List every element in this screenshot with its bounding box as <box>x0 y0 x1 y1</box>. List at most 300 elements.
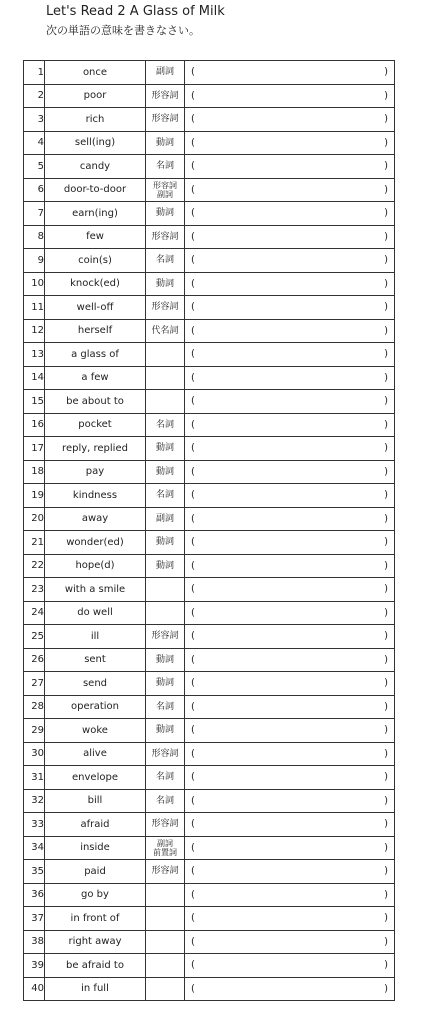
row-number: 12 <box>24 319 45 343</box>
table-row <box>24 531 395 555</box>
open-paren: ( <box>191 748 195 760</box>
answer-field[interactable] <box>185 883 395 907</box>
part-of-speech-label: 名詞 <box>155 701 174 712</box>
table-row <box>24 578 395 602</box>
part-of-speech <box>146 507 185 531</box>
close-paren: ) <box>384 231 388 243</box>
open-paren: ( <box>191 348 195 360</box>
part-of-speech-label: 動詞 <box>155 137 174 148</box>
english-word: once <box>45 61 146 85</box>
open-paren: ( <box>191 583 195 595</box>
english-word: be afraid to <box>45 954 146 978</box>
close-paren: ) <box>384 724 388 736</box>
english-word: with a smile <box>45 578 146 602</box>
answer-field[interactable] <box>185 84 395 108</box>
table-row <box>24 883 395 907</box>
close-paren: ) <box>384 348 388 360</box>
part-of-speech-label: 前置詞 <box>153 847 177 857</box>
english-word: right away <box>45 930 146 954</box>
part-of-speech <box>146 954 185 978</box>
part-of-speech <box>146 554 185 578</box>
open-paren: ( <box>191 442 195 454</box>
part-of-speech-label: 動詞 <box>155 678 174 689</box>
part-of-speech <box>146 860 185 884</box>
part-of-speech <box>146 202 185 226</box>
row-number: 4 <box>24 131 45 155</box>
row-number: 37 <box>24 907 45 931</box>
english-word: earn(ing) <box>45 202 146 226</box>
english-word: operation <box>45 695 146 719</box>
english-word: in front of <box>45 907 146 931</box>
table-row <box>24 390 395 414</box>
answer-field[interactable] <box>185 272 395 296</box>
part-of-speech-label: 動詞 <box>155 278 174 289</box>
english-word: send <box>45 672 146 696</box>
answer-field[interactable] <box>185 695 395 719</box>
open-paren: ( <box>191 254 195 266</box>
answer-field[interactable] <box>185 225 395 249</box>
part-of-speech <box>146 460 185 484</box>
answer-field[interactable] <box>185 155 395 179</box>
table-row <box>24 789 395 813</box>
answer-field[interactable] <box>185 625 395 649</box>
part-of-speech <box>146 789 185 813</box>
answer-field[interactable] <box>185 977 395 1001</box>
part-of-speech-label: 代名詞 <box>151 325 179 336</box>
row-number: 32 <box>24 789 45 813</box>
table-row <box>24 343 395 367</box>
table-row <box>24 460 395 484</box>
row-number: 30 <box>24 742 45 766</box>
table-row <box>24 766 395 790</box>
close-paren: ) <box>384 959 388 971</box>
row-number: 15 <box>24 390 45 414</box>
open-paren: ( <box>191 842 195 854</box>
table-row <box>24 507 395 531</box>
english-word: paid <box>45 860 146 884</box>
part-of-speech-label: 名詞 <box>155 255 174 266</box>
table-row <box>24 413 395 437</box>
open-paren: ( <box>191 184 195 196</box>
answer-field[interactable] <box>185 390 395 414</box>
english-word: door-to-door <box>45 178 146 202</box>
row-number: 36 <box>24 883 45 907</box>
english-word: wonder(ed) <box>45 531 146 555</box>
open-paren: ( <box>191 795 195 807</box>
part-of-speech-label: 形容詞 <box>151 302 179 313</box>
english-word: ill <box>45 625 146 649</box>
english-word: sent <box>45 648 146 672</box>
part-of-speech <box>146 883 185 907</box>
open-paren: ( <box>191 630 195 642</box>
open-paren: ( <box>191 466 195 478</box>
row-number: 18 <box>24 460 45 484</box>
part-of-speech-label: 動詞 <box>155 208 174 219</box>
answer-field[interactable] <box>185 108 395 132</box>
answer-field[interactable] <box>185 836 395 860</box>
part-of-speech-label: 副詞 <box>155 67 174 78</box>
part-of-speech-label: 動詞 <box>155 725 174 736</box>
part-of-speech-label: 副詞 <box>157 838 173 848</box>
close-paren: ) <box>384 90 388 102</box>
answer-field[interactable] <box>185 954 395 978</box>
english-word: pay <box>45 460 146 484</box>
row-number: 20 <box>24 507 45 531</box>
table-row <box>24 319 395 343</box>
english-word: in full <box>45 977 146 1001</box>
part-of-speech <box>146 813 185 837</box>
row-number: 40 <box>24 977 45 1001</box>
close-paren: ) <box>384 160 388 172</box>
table-row <box>24 108 395 132</box>
table-row <box>24 249 395 273</box>
table-row <box>24 296 395 320</box>
english-word: sell(ing) <box>45 131 146 155</box>
part-of-speech <box>146 225 185 249</box>
english-word: pocket <box>45 413 146 437</box>
open-paren: ( <box>191 959 195 971</box>
row-number: 25 <box>24 625 45 649</box>
table-row <box>24 695 395 719</box>
answer-field[interactable] <box>185 249 395 273</box>
answer-field[interactable] <box>185 202 395 226</box>
answer-field[interactable] <box>185 860 395 884</box>
answer-field[interactable] <box>185 531 395 555</box>
open-paren: ( <box>191 607 195 619</box>
close-paren: ) <box>384 113 388 125</box>
answer-field[interactable] <box>185 437 395 461</box>
part-of-speech <box>146 343 185 367</box>
open-paren: ( <box>191 560 195 572</box>
row-number: 28 <box>24 695 45 719</box>
part-of-speech <box>146 484 185 508</box>
answer-field[interactable] <box>185 178 395 202</box>
part-of-speech <box>146 272 185 296</box>
part-of-speech <box>146 319 185 343</box>
part-of-speech-label: 名詞 <box>155 490 174 501</box>
row-number: 34 <box>24 836 45 860</box>
open-paren: ( <box>191 889 195 901</box>
part-of-speech <box>146 742 185 766</box>
english-word: hope(d) <box>45 554 146 578</box>
open-paren: ( <box>191 983 195 995</box>
part-of-speech-label: 動詞 <box>155 654 174 665</box>
close-paren: ) <box>384 419 388 431</box>
close-paren: ) <box>384 865 388 877</box>
close-paren: ) <box>384 630 388 642</box>
answer-field[interactable] <box>185 601 395 625</box>
answer-field[interactable] <box>185 61 395 85</box>
answer-field[interactable] <box>185 296 395 320</box>
part-of-speech <box>146 907 185 931</box>
row-number: 6 <box>24 178 45 202</box>
part-of-speech-label: 副詞 <box>157 189 173 199</box>
part-of-speech <box>146 131 185 155</box>
table-row <box>24 813 395 837</box>
table-row <box>24 84 395 108</box>
part-of-speech <box>146 366 185 390</box>
part-of-speech <box>146 672 185 696</box>
close-paren: ) <box>384 395 388 407</box>
part-of-speech <box>146 601 185 625</box>
vocabulary-rows <box>24 61 395 1001</box>
english-word: rich <box>45 108 146 132</box>
part-of-speech <box>146 648 185 672</box>
row-number: 19 <box>24 484 45 508</box>
part-of-speech <box>146 695 185 719</box>
open-paren: ( <box>191 536 195 548</box>
table-row <box>24 672 395 696</box>
answer-field[interactable] <box>185 742 395 766</box>
answer-field[interactable] <box>185 789 395 813</box>
table-row <box>24 484 395 508</box>
close-paren: ) <box>384 912 388 924</box>
open-paren: ( <box>191 654 195 666</box>
close-paren: ) <box>384 466 388 478</box>
close-paren: ) <box>384 513 388 525</box>
part-of-speech <box>146 249 185 273</box>
table-row <box>24 437 395 461</box>
table-row <box>24 930 395 954</box>
answer-field[interactable] <box>185 413 395 437</box>
english-word: be about to <box>45 390 146 414</box>
close-paren: ) <box>384 254 388 266</box>
answer-field[interactable] <box>185 484 395 508</box>
part-of-speech-label: 形容詞 <box>151 631 179 642</box>
english-word: poor <box>45 84 146 108</box>
row-number: 35 <box>24 860 45 884</box>
row-number: 3 <box>24 108 45 132</box>
answer-field[interactable] <box>185 319 395 343</box>
part-of-speech <box>146 413 185 437</box>
part-of-speech-label: 動詞 <box>155 560 174 571</box>
answer-field[interactable] <box>185 766 395 790</box>
english-word: herself <box>45 319 146 343</box>
english-word: inside <box>45 836 146 860</box>
close-paren: ) <box>384 654 388 666</box>
row-number: 27 <box>24 672 45 696</box>
part-of-speech <box>146 531 185 555</box>
row-number: 23 <box>24 578 45 602</box>
part-of-speech-label: 名詞 <box>155 772 174 783</box>
part-of-speech <box>146 155 185 179</box>
open-paren: ( <box>191 113 195 125</box>
table-row <box>24 601 395 625</box>
part-of-speech-label: 名詞 <box>155 419 174 430</box>
open-paren: ( <box>191 818 195 830</box>
english-word: well-off <box>45 296 146 320</box>
part-of-speech-label: 形容詞 <box>153 180 177 190</box>
open-paren: ( <box>191 66 195 78</box>
table-row <box>24 625 395 649</box>
row-number: 39 <box>24 954 45 978</box>
table-row <box>24 131 395 155</box>
english-word: candy <box>45 155 146 179</box>
row-number: 33 <box>24 813 45 837</box>
close-paren: ) <box>384 795 388 807</box>
table-row <box>24 719 395 743</box>
close-paren: ) <box>384 372 388 384</box>
answer-field[interactable] <box>185 907 395 931</box>
answer-field[interactable] <box>185 366 395 390</box>
table-row <box>24 742 395 766</box>
close-paren: ) <box>384 983 388 995</box>
open-paren: ( <box>191 207 195 219</box>
english-word: away <box>45 507 146 531</box>
table-row <box>24 225 395 249</box>
open-paren: ( <box>191 513 195 525</box>
open-paren: ( <box>191 936 195 948</box>
table-row <box>24 977 395 1001</box>
row-number: 7 <box>24 202 45 226</box>
part-of-speech <box>146 578 185 602</box>
part-of-speech <box>146 108 185 132</box>
part-of-speech-label: 形容詞 <box>151 114 179 125</box>
part-of-speech-label: 名詞 <box>155 161 174 172</box>
close-paren: ) <box>384 66 388 78</box>
english-word: bill <box>45 789 146 813</box>
table-row <box>24 61 395 85</box>
table-row <box>24 366 395 390</box>
close-paren: ) <box>384 184 388 196</box>
row-number: 1 <box>24 61 45 85</box>
part-of-speech <box>146 61 185 85</box>
english-word: knock(ed) <box>45 272 146 296</box>
row-number: 13 <box>24 343 45 367</box>
answer-field[interactable] <box>185 460 395 484</box>
close-paren: ) <box>384 842 388 854</box>
close-paren: ) <box>384 889 388 901</box>
close-paren: ) <box>384 278 388 290</box>
row-number: 2 <box>24 84 45 108</box>
answer-field[interactable] <box>185 343 395 367</box>
answer-field[interactable] <box>185 507 395 531</box>
part-of-speech-label: 形容詞 <box>151 866 179 877</box>
open-paren: ( <box>191 419 195 431</box>
open-paren: ( <box>191 912 195 924</box>
open-paren: ( <box>191 489 195 501</box>
close-paren: ) <box>384 137 388 149</box>
answer-field[interactable] <box>185 648 395 672</box>
table-row <box>24 155 395 179</box>
close-paren: ) <box>384 301 388 313</box>
close-paren: ) <box>384 607 388 619</box>
row-number: 29 <box>24 719 45 743</box>
answer-field[interactable] <box>185 578 395 602</box>
close-paren: ) <box>384 936 388 948</box>
part-of-speech <box>146 836 185 860</box>
instructions: 次の単語の意味を書きなさい。 <box>46 24 200 37</box>
part-of-speech-label: 形容詞 <box>151 90 179 101</box>
table-row <box>24 907 395 931</box>
row-number: 11 <box>24 296 45 320</box>
part-of-speech <box>146 930 185 954</box>
english-word: kindness <box>45 484 146 508</box>
table-row <box>24 554 395 578</box>
row-number: 10 <box>24 272 45 296</box>
worksheet-title: Let's Read 2 A Glass of Milk <box>46 4 225 19</box>
part-of-speech <box>146 296 185 320</box>
table-row <box>24 272 395 296</box>
table-row <box>24 836 395 860</box>
open-paren: ( <box>191 701 195 713</box>
english-word: coin(s) <box>45 249 146 273</box>
english-word: woke <box>45 719 146 743</box>
english-word: afraid <box>45 813 146 837</box>
row-number: 31 <box>24 766 45 790</box>
open-paren: ( <box>191 865 195 877</box>
row-number: 16 <box>24 413 45 437</box>
close-paren: ) <box>384 677 388 689</box>
close-paren: ) <box>384 560 388 572</box>
close-paren: ) <box>384 748 388 760</box>
answer-field[interactable] <box>185 930 395 954</box>
row-number: 24 <box>24 601 45 625</box>
close-paren: ) <box>384 818 388 830</box>
row-number: 38 <box>24 930 45 954</box>
open-paren: ( <box>191 372 195 384</box>
part-of-speech <box>146 977 185 1001</box>
row-number: 26 <box>24 648 45 672</box>
answer-field[interactable] <box>185 719 395 743</box>
open-paren: ( <box>191 231 195 243</box>
part-of-speech-label: 動詞 <box>155 466 174 477</box>
part-of-speech <box>146 178 185 202</box>
open-paren: ( <box>191 278 195 290</box>
english-word: a glass of <box>45 343 146 367</box>
part-of-speech-label: 動詞 <box>155 537 174 548</box>
part-of-speech-label: 動詞 <box>155 443 174 454</box>
close-paren: ) <box>384 207 388 219</box>
open-paren: ( <box>191 301 195 313</box>
part-of-speech <box>146 390 185 414</box>
row-number: 5 <box>24 155 45 179</box>
close-paren: ) <box>384 771 388 783</box>
close-paren: ) <box>384 489 388 501</box>
english-word: go by <box>45 883 146 907</box>
open-paren: ( <box>191 677 195 689</box>
open-paren: ( <box>191 160 195 172</box>
part-of-speech-label: 形容詞 <box>151 748 179 759</box>
english-word: a few <box>45 366 146 390</box>
close-paren: ) <box>384 701 388 713</box>
part-of-speech-label: 形容詞 <box>151 231 179 242</box>
close-paren: ) <box>384 325 388 337</box>
table-row <box>24 954 395 978</box>
open-paren: ( <box>191 724 195 736</box>
answer-field[interactable] <box>185 672 395 696</box>
part-of-speech-label: 名詞 <box>155 795 174 806</box>
answer-field[interactable] <box>185 554 395 578</box>
close-paren: ) <box>384 536 388 548</box>
part-of-speech <box>146 437 185 461</box>
row-number: 8 <box>24 225 45 249</box>
row-number: 22 <box>24 554 45 578</box>
open-paren: ( <box>191 771 195 783</box>
part-of-speech <box>146 766 185 790</box>
english-word: alive <box>45 742 146 766</box>
table-row <box>24 860 395 884</box>
vocabulary-table <box>23 60 395 1001</box>
answer-field[interactable] <box>185 813 395 837</box>
english-word: do well <box>45 601 146 625</box>
part-of-speech <box>146 625 185 649</box>
part-of-speech-label: 形容詞 <box>151 819 179 830</box>
answer-field[interactable] <box>185 131 395 155</box>
row-number: 21 <box>24 531 45 555</box>
row-number: 14 <box>24 366 45 390</box>
row-number: 17 <box>24 437 45 461</box>
